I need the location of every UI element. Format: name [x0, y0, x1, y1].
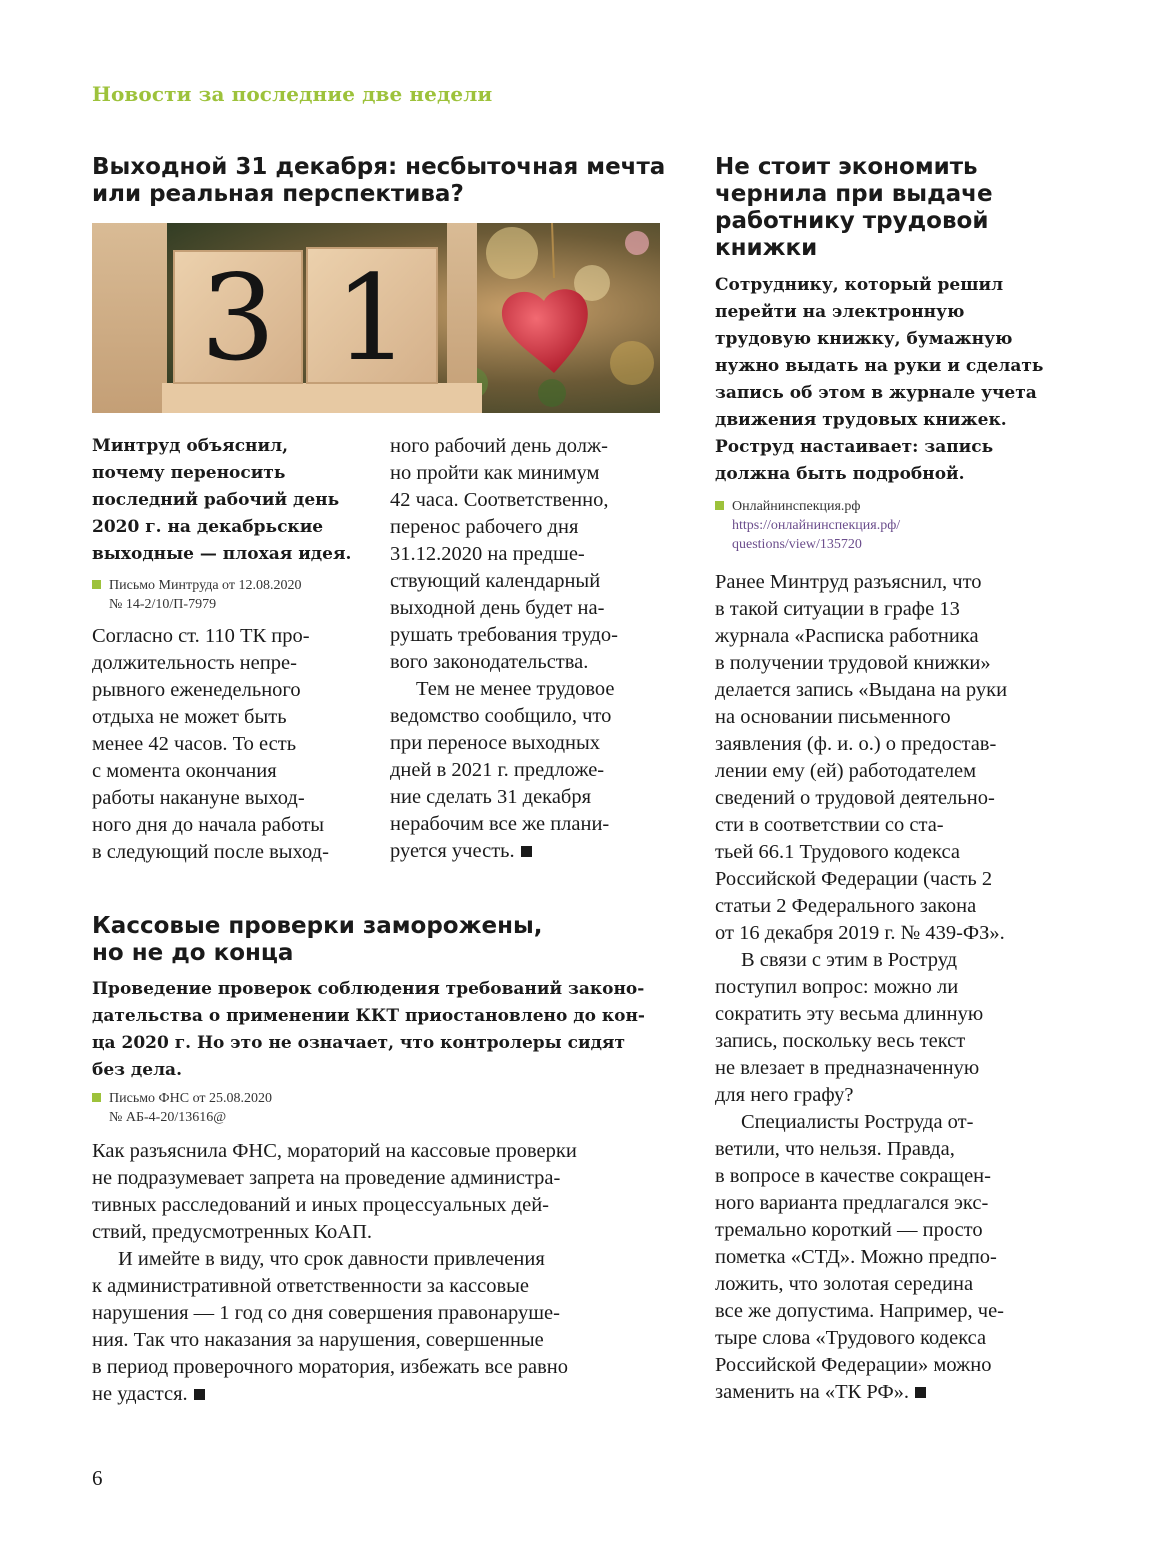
end-of-article-icon — [194, 1389, 205, 1400]
source-text: Онлайнинспекция.рф — [732, 499, 861, 514]
source-link[interactable]: questions/view/135720 — [732, 537, 862, 552]
article2-title — [92, 913, 672, 967]
lead-line: Сотруднику, который решил — [715, 275, 1004, 295]
body-line: Ранее Минтруд разъяснил, что — [715, 571, 982, 593]
lead-line: ца 2020 г. Но это не означает, что контролеры сидят — [92, 1033, 625, 1053]
body-line: руется учесть. — [390, 840, 515, 862]
page-number: 6 — [92, 1466, 103, 1490]
lead-line: Проведение проверок соблюдения требований законо- — [92, 979, 645, 999]
body-line: нерабочим все же плани- — [390, 813, 610, 835]
body-line: тыре слова «Трудового кодекса — [715, 1327, 987, 1349]
body-line: Специалисты Роструда от- — [741, 1111, 974, 1133]
article3-source — [715, 497, 1075, 554]
body-line: журнала «Расписка работника — [715, 625, 979, 647]
body-line: заявления (ф. и. о.) о предостав- — [715, 733, 997, 755]
source-text: Письмо Минтруда от 12.08.2020 — [109, 578, 302, 593]
body-line: ветили, что нельзя. Правда, — [715, 1138, 955, 1160]
article3-title-line: чернила при выдаче — [715, 181, 993, 207]
body-line: не влезает в предназначенную — [715, 1057, 980, 1079]
body-line: при переносе выходных — [390, 732, 601, 754]
body-line: ного дня до начала работы — [92, 814, 325, 836]
lead-line: должна быть подробной. — [715, 464, 965, 484]
body-line: И имейте в виду, что срок давности привлечения — [118, 1248, 545, 1270]
body-line: в такой ситуации в графе 13 — [715, 598, 960, 620]
source-text: № 14-2/10/П-7979 — [109, 597, 217, 612]
body-line: 31.12.2020 на предше- — [390, 543, 585, 565]
body-line: пометка «СТД». Можно предпо- — [715, 1246, 997, 1268]
body-line: статьи 2 Федерального закона — [715, 895, 977, 917]
body-line: от 16 декабря 2019 г. № 439-ФЗ». — [715, 922, 1005, 944]
article1-lead — [92, 433, 382, 568]
calendar-blocks-illustration — [92, 223, 660, 413]
body-line: в получении трудовой книжки» — [715, 652, 991, 674]
lead-line: Минтруд объяснил, — [92, 436, 289, 456]
body-line: Российской Федерации» можно — [715, 1354, 992, 1376]
lead-line: запись об этом в журнале учета — [715, 383, 1037, 403]
article3-title-line: Не стоит экономить — [715, 154, 978, 180]
body-line: в вопросе в качестве сокращен- — [715, 1165, 991, 1187]
article1-source — [92, 576, 382, 614]
body-line: не подразумевает запрета на проведение администра- — [92, 1167, 561, 1189]
body-line: ствующий календарный — [390, 570, 601, 592]
body-line: в следующий после выход- — [92, 841, 329, 863]
body-line: запись, поскольку весь текст — [715, 1030, 966, 1052]
end-of-article-icon — [915, 1387, 926, 1398]
body-line: В связи с этим в Роструд — [741, 949, 958, 971]
lead-line: последний рабочий день — [92, 490, 340, 510]
body-line: работы накануне выход- — [92, 787, 305, 809]
body-line: дней в 2021 г. предложе- — [390, 759, 605, 781]
article3-lead — [715, 272, 1075, 488]
body-line: поступил вопрос: можно ли — [715, 976, 959, 998]
body-line: ного варианта предлагался экс- — [715, 1192, 989, 1214]
body-line: ложить, что золотая середина — [715, 1273, 974, 1295]
article2-source — [92, 1089, 492, 1127]
article2-title-line: но не до конца — [92, 940, 294, 966]
body-line: менее 42 часов. То есть — [92, 733, 297, 755]
article3-title-line: работнику трудовой — [715, 208, 989, 234]
body-line: тремально короткий — просто — [715, 1219, 983, 1241]
body-line: Российской Федерации (часть 2 — [715, 868, 993, 890]
body-line: ствий, предусмотренных КоАП. — [92, 1221, 372, 1243]
body-line: вого законодательства. — [390, 651, 589, 673]
body-line: Тем не менее трудовое — [416, 678, 615, 700]
body-line: рывного еженедельного — [92, 679, 301, 701]
bullet-square-icon — [92, 1093, 101, 1102]
body-line: ние сделать 31 декабря — [390, 786, 592, 808]
lead-line: движения трудовых книжек. — [715, 410, 1007, 430]
article2-body — [92, 1138, 677, 1408]
section-label: Новости за последние две недели — [92, 82, 493, 106]
body-line: к административной ответственности за кассовые — [92, 1275, 529, 1297]
lead-line: нужно выдать на руки и сделать — [715, 356, 1044, 376]
body-line: заменить на «ТК РФ». — [715, 1381, 910, 1403]
body-line: отдыха не может быть — [92, 706, 287, 728]
body-line: тивных расследований и иных процессуальных дей- — [92, 1194, 550, 1216]
body-line: на основании письменного — [715, 706, 951, 728]
body-line: сведений о трудовой деятельно- — [715, 787, 995, 809]
body-line: ного рабочий день долж- — [390, 435, 608, 457]
article1-title — [92, 154, 672, 208]
source-text: Письмо ФНС от 25.08.2020 — [109, 1091, 273, 1106]
article2-title-line: Кассовые проверки заморожены, — [92, 913, 543, 939]
body-line: нарушения — 1 год со дня совершения правонаруше- — [92, 1302, 560, 1324]
body-line: с момента окончания — [92, 760, 277, 782]
body-line: перенос рабочего дня — [390, 516, 579, 538]
body-line: делается запись «Выдана на руки — [715, 679, 1008, 701]
body-line: рушать требования трудо- — [390, 624, 618, 646]
source-text: № АБ-4-20/13616@ — [109, 1110, 227, 1125]
body-line: должительность непре- — [92, 652, 297, 674]
article1-col2 — [390, 433, 675, 865]
body-line: все же допустима. Например, че- — [715, 1300, 1004, 1322]
digit-one: 1 — [334, 249, 410, 387]
source-link[interactable]: https://онлайнинспекция.рф/ — [732, 518, 901, 533]
body-line: не удастся. — [92, 1383, 188, 1405]
body-line: ведомство сообщило, что — [390, 705, 612, 727]
body-line: Как разъяснила ФНС, мораторий на кассовые проверки — [92, 1140, 577, 1162]
lead-line: без дела. — [92, 1060, 182, 1080]
lead-line: Роструд настаивает: запись — [715, 437, 994, 457]
end-of-article-icon — [521, 846, 532, 857]
digit-three: 3 — [200, 249, 276, 387]
lead-line: 2020 г. на декабрьские — [92, 517, 324, 537]
article1-col1 — [92, 623, 382, 866]
body-line: но пройти как минимум — [390, 462, 600, 484]
article1-photo — [92, 223, 660, 413]
body-line: сократить эту весьма длинную — [715, 1003, 984, 1025]
body-line: тьей 66.1 Трудового кодекса — [715, 841, 960, 863]
article3-title-line: книжки — [715, 235, 818, 261]
article3-body — [715, 569, 1075, 1406]
lead-line: перейти на электронную — [715, 302, 965, 322]
article1-title-line: или реальная перспектива? — [92, 181, 464, 207]
lead-line: дательства о применении ККТ приостановлено до кон- — [92, 1006, 645, 1026]
bullet-square-icon — [715, 501, 724, 510]
body-line: 42 часа. Соответственно, — [390, 489, 609, 511]
body-line: для него графу? — [715, 1084, 854, 1106]
article1-title-line: Выходной 31 декабря: несбыточная мечта — [92, 154, 666, 180]
bullet-square-icon — [92, 580, 101, 589]
article2-lead — [92, 976, 677, 1084]
body-line: Согласно ст. 110 ТК про- — [92, 625, 310, 647]
lead-line: почему переносить — [92, 463, 286, 483]
body-line: лении ему (ей) работодателем — [715, 760, 977, 782]
lead-line: выходные — плохая идея. — [92, 544, 352, 564]
article3-title — [715, 154, 1075, 262]
body-line: выходной день будет на- — [390, 597, 605, 619]
body-line: сти в соответствии со ста- — [715, 814, 944, 836]
lead-line: трудовую книжку, бумажную — [715, 329, 1013, 349]
body-line: в период проверочного моратория, избежать все равно — [92, 1356, 568, 1378]
body-line: ния. Так что наказания за нарушения, совершенные — [92, 1329, 544, 1351]
